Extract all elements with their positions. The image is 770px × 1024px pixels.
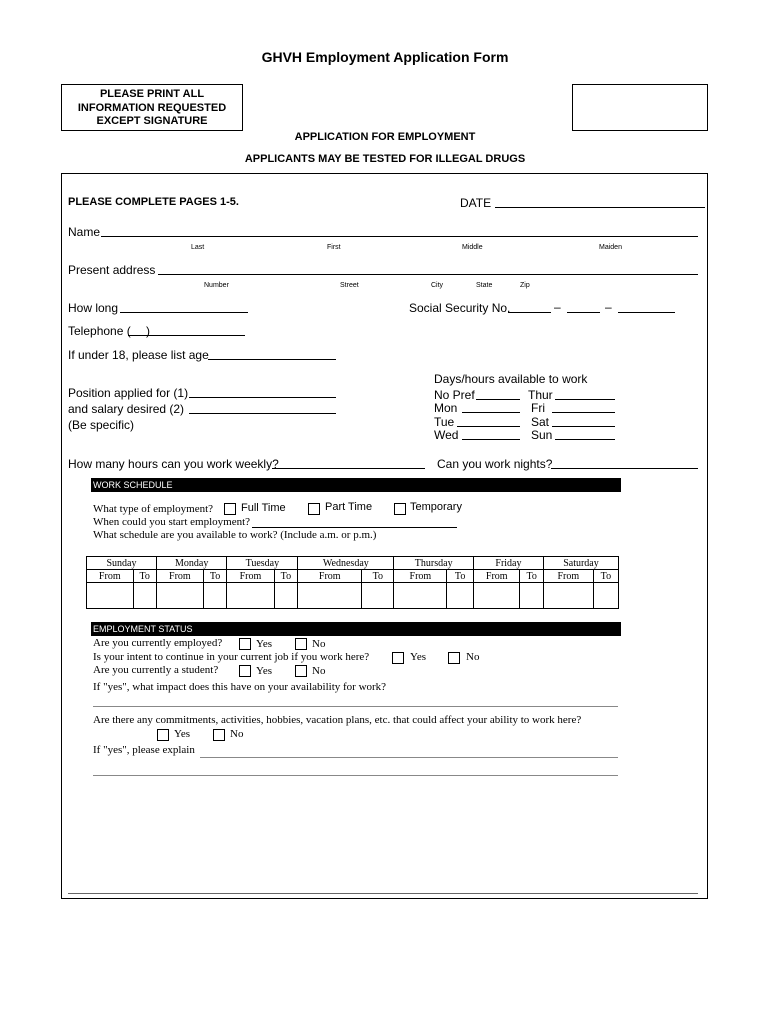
from-header: From bbox=[394, 570, 447, 583]
position-field-2[interactable] bbox=[189, 413, 336, 414]
under-18-label: If under 18, please list age bbox=[68, 348, 209, 362]
commitments-no-label: No bbox=[230, 728, 244, 740]
student-no-checkbox[interactable] bbox=[295, 665, 307, 677]
ssn-dash: – bbox=[605, 300, 612, 314]
print-notice-line: EXCEPT SIGNATURE bbox=[96, 115, 208, 127]
position-field-1[interactable] bbox=[189, 397, 336, 398]
part-time-checkbox[interactable] bbox=[308, 503, 320, 515]
from-header: From bbox=[298, 570, 362, 583]
full-time-checkbox[interactable] bbox=[224, 503, 236, 515]
schedule-cell[interactable] bbox=[520, 583, 543, 609]
how-long-field[interactable] bbox=[120, 312, 248, 313]
name-part-label: First bbox=[327, 244, 341, 251]
schedule-cell[interactable] bbox=[394, 583, 447, 609]
name-field[interactable] bbox=[101, 236, 698, 237]
schedule-cell[interactable] bbox=[473, 583, 520, 609]
print-notice-line: PLEASE PRINT ALL bbox=[99, 88, 205, 100]
to-header: To bbox=[274, 570, 298, 583]
schedule-cell[interactable] bbox=[87, 583, 134, 609]
address-part-label: Street bbox=[340, 282, 359, 289]
schedule-cell[interactable] bbox=[227, 583, 274, 609]
address-part-label: Zip bbox=[520, 282, 530, 289]
day-header-saturday: Saturday bbox=[543, 557, 618, 570]
hours-weekly-field[interactable] bbox=[272, 468, 425, 469]
salary-label: and salary desired (2) bbox=[68, 402, 185, 416]
to-header: To bbox=[593, 570, 618, 583]
ssn-dash: – bbox=[554, 300, 561, 314]
day-header-wednesday: Wednesday bbox=[298, 557, 394, 570]
student-question: Are you currently a student? bbox=[93, 664, 219, 676]
day-tue-field[interactable] bbox=[457, 426, 520, 427]
continue-question: Is your intent to continue in your current job if you work here? bbox=[93, 651, 370, 663]
address-label: Present address bbox=[68, 263, 156, 277]
print-notice-box bbox=[61, 84, 243, 131]
day-sun-field[interactable] bbox=[555, 439, 615, 440]
to-header: To bbox=[203, 570, 227, 583]
to-header: To bbox=[520, 570, 543, 583]
telephone-field[interactable] bbox=[146, 335, 245, 336]
day-mon-field[interactable] bbox=[462, 412, 520, 413]
continue-yes-label: Yes bbox=[410, 651, 427, 663]
hours-weekly-label: How many hours can you work weekly? bbox=[68, 457, 279, 471]
student-no-label: No bbox=[312, 665, 326, 677]
temporary-label: Temporary bbox=[410, 501, 462, 513]
schedule-cell[interactable] bbox=[133, 583, 156, 609]
full-time-label: Full Time bbox=[241, 502, 286, 514]
day-sat-field[interactable] bbox=[552, 426, 615, 427]
continue-no-label: No bbox=[466, 651, 480, 663]
address-field[interactable] bbox=[158, 274, 698, 275]
day-thur-field[interactable] bbox=[555, 399, 615, 400]
telephone-close: ) bbox=[146, 324, 150, 338]
continue-yes-checkbox[interactable] bbox=[392, 652, 404, 664]
date-label: DATE bbox=[460, 196, 492, 210]
address-part-label: Number bbox=[204, 282, 229, 289]
name-part-label: Last bbox=[191, 244, 205, 251]
commitments-yes-label: Yes bbox=[174, 728, 191, 740]
day-wed-label: Wed bbox=[434, 428, 459, 442]
ssn-field-3[interactable] bbox=[618, 312, 675, 313]
start-question: When could you start employment? bbox=[93, 516, 251, 528]
ssn-field-2[interactable] bbox=[567, 312, 600, 313]
ssn-field-1[interactable] bbox=[508, 312, 551, 313]
days-hours-label: Days/hours available to work bbox=[434, 372, 588, 386]
day-sun-label: Sun bbox=[531, 428, 553, 442]
continue-no-checkbox[interactable] bbox=[448, 652, 460, 664]
commitments-question: Are there any commitments, activities, hobbies, vacation plans, etc. that could affect your ability to work here? bbox=[93, 714, 582, 726]
to-header: To bbox=[133, 570, 156, 583]
print-notice-line: INFORMATION REQUESTED bbox=[77, 101, 227, 114]
schedule-cell[interactable] bbox=[274, 583, 298, 609]
subtitle-drug-test: APPLICANTS MAY BE TESTED FOR ILLEGAL DRUGS bbox=[244, 153, 526, 165]
temporary-checkbox[interactable] bbox=[394, 503, 406, 515]
position-label: Position applied for (1) bbox=[68, 386, 189, 400]
nights-field[interactable] bbox=[551, 468, 698, 469]
schedule-cell[interactable] bbox=[203, 583, 227, 609]
student-yes-checkbox[interactable] bbox=[239, 665, 251, 677]
name-label: Name bbox=[68, 225, 101, 239]
day-header-thursday: Thursday bbox=[394, 557, 474, 570]
employment-type-question: What type of employment? bbox=[93, 503, 214, 515]
telephone-area-field[interactable] bbox=[128, 335, 146, 336]
schedule-cell[interactable] bbox=[447, 583, 474, 609]
commitments-no-checkbox[interactable] bbox=[213, 729, 225, 741]
bottom-rule bbox=[68, 893, 698, 894]
office-use-box bbox=[572, 84, 708, 131]
day-header-tuesday: Tuesday bbox=[227, 557, 298, 570]
explain-field-2[interactable] bbox=[93, 775, 618, 776]
be-specific-label: (Be specific) bbox=[68, 418, 135, 432]
subtitle-application: APPLICATION FOR EMPLOYMENT bbox=[294, 131, 476, 143]
explain-label: If "yes", please explain bbox=[93, 744, 195, 756]
pages-note: PLEASE COMPLETE PAGES 1-5. bbox=[68, 196, 239, 208]
day-header-monday: Monday bbox=[156, 557, 226, 570]
nights-label: Can you work nights? bbox=[437, 457, 553, 471]
day-no-pref-label: No Pref bbox=[434, 388, 475, 402]
how-long-label: How long bbox=[68, 301, 119, 315]
from-header: From bbox=[87, 570, 134, 583]
impact-field[interactable] bbox=[93, 706, 618, 707]
day-header-sunday: Sunday bbox=[87, 557, 157, 570]
address-part-label: City bbox=[431, 282, 444, 289]
impact-question: If "yes", what impact does this have on your availability for work? bbox=[93, 681, 387, 693]
employed-no-label: No bbox=[312, 638, 326, 650]
address-part-label: State bbox=[476, 282, 493, 289]
name-part-label: Middle bbox=[462, 244, 483, 251]
day-header-friday: Friday bbox=[473, 557, 543, 570]
employed-no-checkbox[interactable] bbox=[295, 638, 307, 650]
day-thur-label: Thur bbox=[528, 388, 553, 402]
telephone-label: Telephone ( bbox=[68, 324, 131, 338]
schedule-cell[interactable] bbox=[362, 583, 394, 609]
page-title: GHVH Employment Application Form bbox=[261, 49, 509, 65]
day-fri-label: Fri bbox=[531, 401, 545, 415]
employed-yes-checkbox[interactable] bbox=[239, 638, 251, 650]
commitments-yes-checkbox[interactable] bbox=[157, 729, 169, 741]
from-header: From bbox=[473, 570, 520, 583]
from-header: From bbox=[543, 570, 593, 583]
schedule-cell[interactable] bbox=[593, 583, 618, 609]
day-sat-label: Sat bbox=[531, 415, 550, 429]
day-fri-field[interactable] bbox=[552, 412, 615, 413]
schedule-cell[interactable] bbox=[156, 583, 203, 609]
to-header: To bbox=[447, 570, 474, 583]
to-header: To bbox=[362, 570, 394, 583]
start-date-field[interactable] bbox=[252, 527, 457, 528]
employed-yes-label: Yes bbox=[256, 638, 273, 650]
age-field[interactable] bbox=[208, 359, 336, 360]
employment-status-header: EMPLOYMENT STATUS bbox=[91, 622, 621, 636]
name-part-label: Maiden bbox=[599, 244, 622, 251]
schedule-question: What schedule are you available to work? (Include a.m. or p.m.) bbox=[93, 529, 377, 541]
day-no-pref-field[interactable] bbox=[476, 399, 520, 400]
day-tue-label: Tue bbox=[434, 415, 455, 429]
part-time-label: Part Time bbox=[325, 501, 373, 513]
explain-field-1[interactable] bbox=[200, 757, 618, 758]
date-field[interactable] bbox=[495, 207, 705, 208]
student-yes-label: Yes bbox=[256, 665, 273, 677]
work-schedule-header: WORK SCHEDULE bbox=[91, 478, 621, 492]
from-header: From bbox=[156, 570, 203, 583]
day-wed-field[interactable] bbox=[462, 439, 520, 440]
schedule-cell[interactable] bbox=[298, 583, 362, 609]
schedule-table bbox=[86, 556, 619, 609]
day-mon-label: Mon bbox=[434, 401, 458, 415]
ssn-label: Social Security No. bbox=[409, 301, 511, 315]
employed-question: Are you currently employed? bbox=[93, 637, 223, 649]
schedule-cell[interactable] bbox=[543, 583, 593, 609]
from-header: From bbox=[227, 570, 274, 583]
